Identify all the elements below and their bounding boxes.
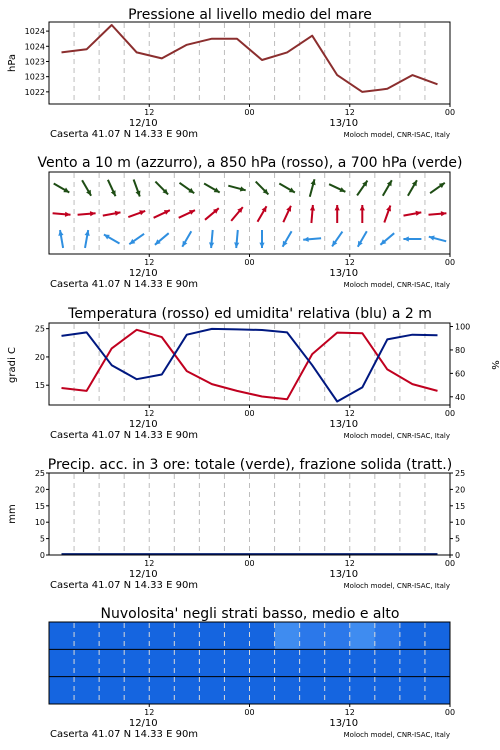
model-credit: Moloch model, CNR-ISAC, Italy [343, 731, 450, 739]
model-credit: Moloch model, CNR-ISAC, Italy [343, 432, 450, 440]
y-tick-label: 1023 [24, 72, 45, 82]
y2-tick-label: 0 [455, 551, 461, 560]
cloud-cell [300, 677, 326, 705]
wind-850hpa-arrow [103, 211, 121, 216]
wind-arrow-head [403, 236, 408, 241]
wind-10m-arrow [182, 231, 191, 247]
cloud-cell [224, 677, 250, 705]
y-tick-label: 20 [34, 485, 45, 495]
cloud-cell [49, 677, 75, 705]
date-label: 12/10 [128, 268, 158, 279]
wind-700hpa-arrow [228, 186, 245, 192]
time-tick-label: 00 [244, 409, 255, 418]
wind-10m-arrow [129, 234, 144, 244]
cloud-cell [124, 649, 150, 677]
wind-arrow-head [65, 212, 71, 217]
y-tick-label: 1022 [24, 87, 45, 97]
wind-700hpa-arrow [204, 184, 220, 193]
cloud-cell [375, 622, 401, 650]
temperature-yticks [35, 323, 470, 402]
wind-arrow-head [90, 211, 96, 216]
time-tick-label: 00 [244, 258, 255, 267]
cloud-cell [300, 649, 326, 677]
y2-tick-label: 20 [455, 485, 466, 495]
cloud-cell [425, 622, 451, 650]
wind-10m-arrow [429, 236, 446, 242]
wind-700hpa-arrow [408, 180, 417, 196]
time-tick-label: 12 [144, 108, 155, 117]
date-label: 13/10 [329, 268, 359, 279]
cloud-cell [275, 649, 301, 677]
cloud-cell [99, 677, 125, 705]
clouds-footer [50, 704, 455, 740]
y2-tick-label: 80 [455, 345, 466, 355]
wind-850hpa-arrow [78, 211, 96, 216]
time-tick-label: 00 [444, 559, 456, 568]
cloud-cell [124, 677, 150, 705]
cloud-cell [199, 649, 225, 677]
cloud-cell [224, 622, 250, 650]
cloud-cell [350, 649, 376, 677]
cloud-cell [174, 622, 200, 650]
wind-850hpa-arrow [283, 206, 291, 222]
wind-10m-arrow [234, 230, 239, 248]
date-label: 12/10 [128, 569, 158, 580]
time-tick-label: 00 [444, 108, 456, 117]
cloud-cell [300, 622, 326, 650]
model-credit: Moloch model, CNR-ISAC, Italy [343, 281, 450, 289]
wind-10m-arrow [358, 231, 367, 247]
wind-10m-arrow [403, 236, 421, 241]
wind-10m-arrow [58, 230, 63, 248]
cloud-cell [250, 622, 276, 650]
time-tick-label: 00 [244, 108, 255, 117]
cloud-cell [174, 677, 200, 705]
precipitation-footer [50, 555, 455, 591]
cloud-cell [375, 649, 401, 677]
cloud-cell [224, 649, 250, 677]
y-tick-label: 1024 [24, 27, 45, 37]
cloud-cell [99, 622, 125, 650]
wind-850hpa-arrow [384, 206, 391, 223]
wind-850hpa-arrow [310, 205, 315, 223]
time-tick-label: 12 [344, 258, 355, 267]
time-tick-label: 12 [344, 559, 355, 568]
wind-700hpa-arrow [279, 184, 295, 193]
temperature-panel [7, 306, 500, 441]
wind-700hpa-arrow [134, 180, 141, 197]
wind-arrow-head [310, 205, 315, 211]
pressure-footer [50, 104, 455, 140]
wind-10m-arrow [259, 230, 264, 248]
cloud-cell [74, 649, 100, 677]
y-tick-label: 0 [39, 551, 45, 560]
wind-10m-arrow [209, 230, 214, 248]
cloud-cell [275, 677, 301, 705]
cloud-cell [149, 622, 175, 650]
time-tick-label: 12 [344, 708, 355, 717]
cloud-cell [99, 649, 125, 677]
wind-10m-arrow [332, 232, 342, 247]
temperature-title: Temperatura (rosso) ed umidita' relativa (blu) a 2 m [68, 306, 432, 322]
wind-850hpa-arrow [404, 211, 422, 216]
wind-850hpa-arrow [205, 208, 219, 220]
time-tick-label: 00 [444, 258, 456, 267]
y2-tick-label: 100 [455, 322, 471, 332]
cloud-cell [425, 677, 451, 705]
y2-tick-label: 5 [455, 534, 461, 544]
pressure-title: Pressione al livello medio del mare [128, 7, 372, 23]
wind-10m-arrow [104, 235, 120, 244]
cloud-cell [149, 649, 175, 677]
wind-grid [74, 173, 425, 253]
cloud-cell [400, 677, 426, 705]
wind-700hpa-arrow [357, 181, 367, 196]
time-tick-label: 12 [144, 559, 155, 568]
y2-tick-label: 40 [455, 392, 466, 402]
wind-700hpa-arrow [383, 180, 392, 196]
cloud-cell [375, 677, 401, 705]
cloud-cell [49, 649, 75, 677]
cloud-cell [325, 649, 351, 677]
wind-arrow-head [441, 211, 447, 216]
cloud-cell [250, 677, 276, 705]
date-label: 13/10 [329, 569, 359, 580]
date-label: 13/10 [329, 419, 359, 430]
time-tick-label: 00 [444, 409, 456, 418]
cloud-cell [400, 622, 426, 650]
precipitation-panel [7, 457, 465, 591]
wind-10m-arrow [380, 233, 394, 245]
wind-700hpa-arrow [256, 182, 269, 195]
precipitation-ylabel: mm [7, 504, 18, 524]
clouds-title: Nuvolosita' negli strati basso, medio e alto [100, 606, 400, 622]
wind-850hpa-arrow [429, 211, 447, 216]
wind-arrow-head [360, 205, 365, 210]
wind-arrow-head [234, 242, 239, 248]
wind-850hpa-arrow [258, 206, 267, 222]
wind-850hpa-arrow [154, 210, 170, 218]
y2-tick-label: 25 [455, 469, 466, 478]
cloud-cell [400, 649, 426, 677]
pressure-panel [7, 7, 455, 140]
cloud-cell [275, 622, 301, 650]
y-tick-label: 10 [34, 518, 45, 528]
cloud-cell [199, 677, 225, 705]
date-label: 12/10 [128, 118, 158, 129]
time-tick-label: 12 [144, 708, 155, 717]
wind-footer [50, 254, 455, 290]
temperature-ylabel: gradi C [7, 347, 18, 383]
wind-10m-arrow [283, 231, 292, 247]
location-label: Caserta 41.07 N 14.33 E 90m [50, 729, 199, 740]
date-label: 12/10 [128, 718, 158, 729]
wind-850hpa-arrow [179, 210, 195, 218]
y-tick-label: 25 [34, 324, 45, 334]
y2-tick-label: 10 [455, 518, 466, 528]
wind-arrow-head [335, 205, 340, 210]
cloud-cell [49, 622, 75, 650]
temperature-footer [50, 405, 455, 441]
cloud-cell [149, 677, 175, 705]
model-credit: Moloch model, CNR-ISAC, Italy [343, 131, 450, 139]
wind-850hpa-arrow [128, 210, 145, 217]
wind-700hpa-arrow [430, 183, 445, 193]
pressure-yticks [25, 27, 49, 97]
wind-10m-arrow [85, 230, 90, 248]
y-tick-label: 15 [34, 501, 45, 511]
y-tick-label: 25 [34, 469, 45, 478]
wind-arrow-head [303, 237, 309, 242]
cloud-cell [325, 677, 351, 705]
cloud-cell [124, 622, 150, 650]
pressure-ylabel: hPa [7, 53, 18, 73]
y-tick-label: 20 [34, 352, 45, 362]
wind-700hpa-arrow [180, 183, 195, 193]
date-label: 12/10 [128, 419, 158, 430]
y2-tick-label: 60 [455, 369, 466, 379]
cloud-cell [74, 622, 100, 650]
cloud-cell [199, 622, 225, 650]
wind-850hpa-arrow [360, 205, 365, 223]
cloud-cell [174, 649, 200, 677]
time-tick-label: 12 [144, 409, 155, 418]
date-label: 13/10 [329, 118, 359, 129]
wind-700hpa-arrow [54, 184, 70, 193]
wind-700hpa-arrow [310, 179, 316, 196]
time-tick-label: 12 [144, 258, 155, 267]
wind-700hpa-arrow [108, 180, 116, 196]
time-tick-label: 12 [344, 409, 355, 418]
precipitation-title: Precip. acc. in 3 ore: totale (verde), frazione solida (tratt.) [47, 457, 453, 473]
location-label: Caserta 41.07 N 14.33 E 90m [50, 279, 199, 290]
wind-panel [37, 155, 462, 290]
wind-title: Vento a 10 m (azzurro), a 850 hPa (rosso), a 700 hPa (verde) [37, 155, 463, 171]
cloud-cell [74, 677, 100, 705]
cloud-cell [425, 649, 451, 677]
location-label: Caserta 41.07 N 14.33 E 90m [50, 430, 199, 441]
y-tick-label: 1023 [24, 57, 45, 67]
cloud-cell [250, 649, 276, 677]
y-tick-label: 5 [39, 534, 45, 544]
wind-700hpa-arrow [329, 184, 345, 192]
wind-arrow-head [209, 242, 214, 248]
wind-10m-arrow [155, 233, 169, 245]
time-tick-label: 00 [444, 708, 456, 717]
cloud-cell [350, 677, 376, 705]
y-tick-label: 15 [34, 381, 45, 391]
wind-850hpa-arrow [335, 205, 340, 223]
wind-850hpa-arrow [231, 207, 243, 221]
clouds-panel [49, 606, 455, 740]
time-tick-label: 00 [244, 559, 255, 568]
location-label: Caserta 41.07 N 14.33 E 90m [50, 580, 199, 591]
y-tick-label: 1024 [24, 42, 45, 52]
wind-10m-arrow [303, 237, 321, 242]
cloud-cell [350, 622, 376, 650]
wind-700hpa-arrow [155, 182, 168, 195]
date-label: 13/10 [329, 718, 359, 729]
humidity-ylabel: % [489, 360, 500, 370]
wind-700hpa-arrow [82, 180, 91, 196]
location-label: Caserta 41.07 N 14.33 E 90m [50, 129, 199, 140]
y2-tick-label: 15 [455, 501, 466, 511]
wind-850hpa-arrow [53, 212, 71, 217]
time-tick-label: 12 [344, 108, 355, 117]
precipitation-grid [74, 474, 425, 554]
cloud-cell [325, 622, 351, 650]
time-tick-label: 00 [244, 708, 255, 717]
model-credit: Moloch model, CNR-ISAC, Italy [343, 582, 450, 590]
wind-arrow-head [259, 243, 264, 248]
